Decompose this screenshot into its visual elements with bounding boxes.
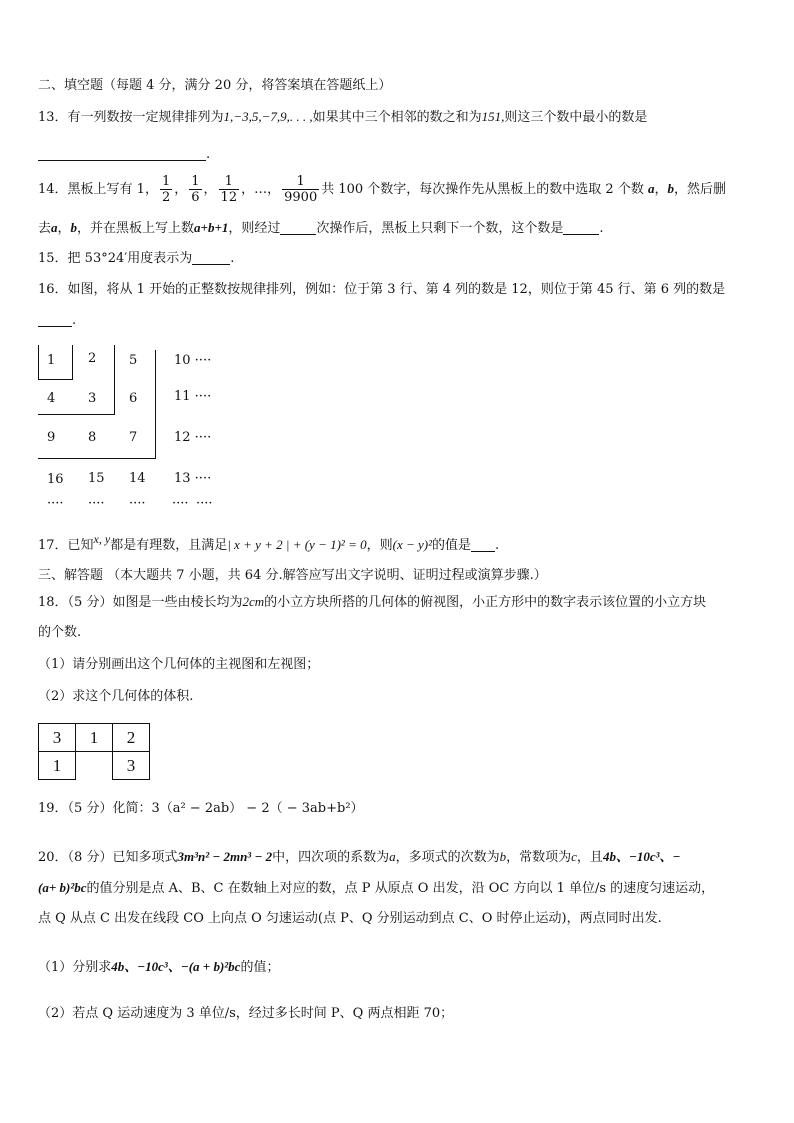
question-20 xyxy=(38,848,680,867)
grid-cell: 2 xyxy=(113,724,150,752)
q13-sum: 151, xyxy=(481,109,505,124)
q16-blank[interactable] xyxy=(38,312,72,327)
spiral-line xyxy=(155,350,156,458)
var-a: a xyxy=(389,849,396,864)
spiral-cell: 10 ···· xyxy=(174,353,212,368)
grid-cell: 1 xyxy=(76,724,113,752)
q18-line2: 的个数. xyxy=(38,625,82,640)
q16-answer-line xyxy=(38,312,76,330)
comma: ， xyxy=(241,182,255,197)
spiral-cell: 8 xyxy=(88,430,97,445)
q17-equation: | x + y + 2 | + (y − 1)² = 0 xyxy=(227,537,367,552)
q17-text-a: 17．已知 xyxy=(38,538,94,553)
q16-end: . xyxy=(72,313,77,328)
q18-part1: （1）请分别画出这个几何体的主视图和左视图； xyxy=(38,657,320,672)
q13-answer-blank[interactable] xyxy=(38,146,206,161)
q17-text-c: ，则 xyxy=(366,538,393,553)
q20-part2: （2）若点 Q 运动速度为 3 单位/s，经过多长时间 P、Q 两点相距 70； xyxy=(38,1006,454,1021)
q20-line2 xyxy=(38,879,714,898)
q20-p1-text-a: （1）分别求 xyxy=(38,960,112,975)
comma: ， xyxy=(174,182,188,197)
fraction-1-12: $\frac{1}{12}$ xyxy=(220,174,238,205)
spiral-cell: 4 xyxy=(47,391,56,406)
comma: ， xyxy=(203,182,217,197)
q14-line2-a: 去 xyxy=(38,221,52,236)
spiral-line xyxy=(38,345,39,379)
grid-cell: 3 xyxy=(113,752,150,780)
q13-text-b: 如果其中三个相邻的数之和为 xyxy=(312,110,482,125)
spiral-line xyxy=(38,414,115,415)
q17-expression: (x − y)² xyxy=(392,537,432,552)
q17-text-b: 都是有理数，且满足 xyxy=(110,538,228,553)
q15-end: . xyxy=(230,251,235,266)
number-spiral-figure xyxy=(38,345,238,520)
grid-cell: 1 xyxy=(39,752,76,780)
q20-text-d: ，常数项为 xyxy=(506,850,572,865)
fraction-1-6: $\frac{1}{6}$ xyxy=(191,174,200,205)
q17-text-d: 的值是 xyxy=(432,538,472,553)
spiral-cell: 15 xyxy=(88,471,105,486)
q18-part2: （2）求这个几何体的体积. xyxy=(38,689,194,704)
var-b: b xyxy=(70,220,78,235)
q20-line3: 点 Q 从点 C 出发在线段 CO 上向点 O 匀速运动(点 P、Q 分别运动到点 C、O 时停止运动)，两点同时出发. xyxy=(38,911,662,926)
q20-line2-text: 的值分别是点 A、B、C 在数轴上对应的数，点 P 从原点 O 出发，沿 OC 方向以 1 单位/s 的速度匀速运动， xyxy=(86,881,715,896)
q20-p1-text-b: 的值； xyxy=(240,960,280,975)
q20-p1-expression: 4b、−10c³、−(a + b)²bc xyxy=(111,959,241,974)
q17-end: . xyxy=(495,538,500,553)
question-13 xyxy=(38,108,647,127)
fraction-1-9900: $\frac{1}{9900}$ xyxy=(284,174,318,205)
spiral-line xyxy=(114,345,115,414)
spiral-dots: ···· xyxy=(47,496,64,511)
grid-cell-empty xyxy=(76,752,113,780)
fraction-1-2: $\frac{1}{2}$ xyxy=(161,174,171,205)
question-18 xyxy=(38,593,706,612)
spiral-dots: ···· xyxy=(196,496,213,511)
q14-expression: a+b+1 xyxy=(194,220,229,235)
q17-vars: x, y xyxy=(93,532,111,546)
comma: ， xyxy=(57,221,71,236)
question-19: 19．（5 分）化简：3（a² − 2ab） − 2（ − 3ab+b²） xyxy=(38,801,364,816)
q14-text-a: 14．黑板上写有 1， xyxy=(38,182,158,197)
var-b: b xyxy=(667,181,674,196)
q13-text-c: 则这三个数中最小的数是 xyxy=(504,110,648,125)
var-b: b xyxy=(499,849,507,864)
q20-text-a: 20．（8 分）已知多项式 xyxy=(38,850,178,865)
spiral-cell: 16 xyxy=(47,472,64,487)
question-16: 16．如图，将从 1 开始的正整数按规律排列，例如：位于第 3 行、第 4 列的数是 12，则位于第 45 行、第 6 列的数是 xyxy=(38,282,726,297)
spiral-cell: 11 ···· xyxy=(174,389,212,404)
q20-part1 xyxy=(38,958,279,977)
var-a: a xyxy=(647,181,655,196)
q20-text-e: ，且 xyxy=(576,850,603,865)
spiral-cell: 1 xyxy=(47,353,56,368)
var-c: c xyxy=(571,849,577,864)
section2-title: 二、填空题（每题 4 分，满分 20 分，将答案填在答题纸上） xyxy=(38,78,392,93)
q14-line2-c: ，则经过 xyxy=(228,221,281,236)
spiral-line xyxy=(38,379,72,380)
spiral-cell: 7 xyxy=(129,430,138,445)
question-14 xyxy=(38,172,726,207)
spiral-cell: 14 xyxy=(129,471,146,486)
question-17 xyxy=(38,532,500,555)
comma: ， xyxy=(654,182,668,197)
section3-title: 三、解答题 （本大题共 7 小题，共 64 分.解答应写出文字说明、证明过程或演算步骤.） xyxy=(38,568,547,583)
q13-answer-line xyxy=(38,146,210,164)
question-14-line2 xyxy=(38,219,604,238)
spiral-cell: 12 ···· xyxy=(174,430,212,445)
spiral-dots: ···· xyxy=(129,496,146,511)
var-a: a xyxy=(51,220,58,235)
spiral-cell: 2 xyxy=(88,351,97,366)
q14-line2-d: 次操作后，黑板上只剩下一个数，这个数是 xyxy=(316,221,564,236)
q18-text-a: 18．（5 分）如图是一些由棱长均为 xyxy=(38,595,243,610)
q14-blank-2[interactable] xyxy=(563,220,599,235)
q20-terms: 4b、−10c³、− xyxy=(602,849,681,864)
spiral-cell: 6 xyxy=(129,391,138,406)
spiral-line xyxy=(72,345,73,380)
q14-end: . xyxy=(599,221,604,236)
ellipsis: …， xyxy=(254,182,281,197)
q13-text-a: 13．有一列数按一定规律排列为 xyxy=(38,110,224,125)
spiral-cell: 5 xyxy=(129,353,138,368)
grid-cell: 3 xyxy=(39,724,76,752)
q18-unit: 2cm xyxy=(242,594,265,609)
q13-end: . xyxy=(206,147,211,162)
question-15 xyxy=(38,250,234,268)
q13-sequence: 1,−3,5,−7,9,. . . , xyxy=(223,109,313,124)
q18-text-b: 的小立方块所搭的几何体的俯视图，小正方形中的数字表示该位置的小立方块 xyxy=(264,595,707,610)
spiral-dots: ···· xyxy=(88,496,105,511)
spiral-cell: 13 ···· xyxy=(174,471,212,486)
spiral-dots: ···· xyxy=(172,496,189,511)
q14-text-c: ，然后删 xyxy=(674,182,727,197)
q14-line2-b: ，并在黑板上写上数 xyxy=(77,221,195,236)
spiral-cell: 9 xyxy=(47,430,56,445)
q17-blank[interactable] xyxy=(471,537,495,552)
q20-expression: (a+ b)²bc xyxy=(38,880,87,895)
q20-polynomial: 3m³n² − 2mn³ − 2 xyxy=(177,849,273,864)
q14-blank-1[interactable] xyxy=(280,220,316,235)
top-view-grid xyxy=(38,723,150,780)
q20-text-b: 中，四次项的系数为 xyxy=(272,850,390,865)
q15-blank[interactable] xyxy=(192,250,230,265)
q14-text-b: 共 100 个数字，每次操作先从黑板上的数中选取 2 个数 xyxy=(321,182,644,197)
q20-text-c: ，多项式的次数为 xyxy=(395,850,500,865)
spiral-cell: 3 xyxy=(88,391,97,406)
q15-text: 15．把 53°24′用度表示为 xyxy=(38,251,193,266)
spiral-line xyxy=(38,458,156,459)
